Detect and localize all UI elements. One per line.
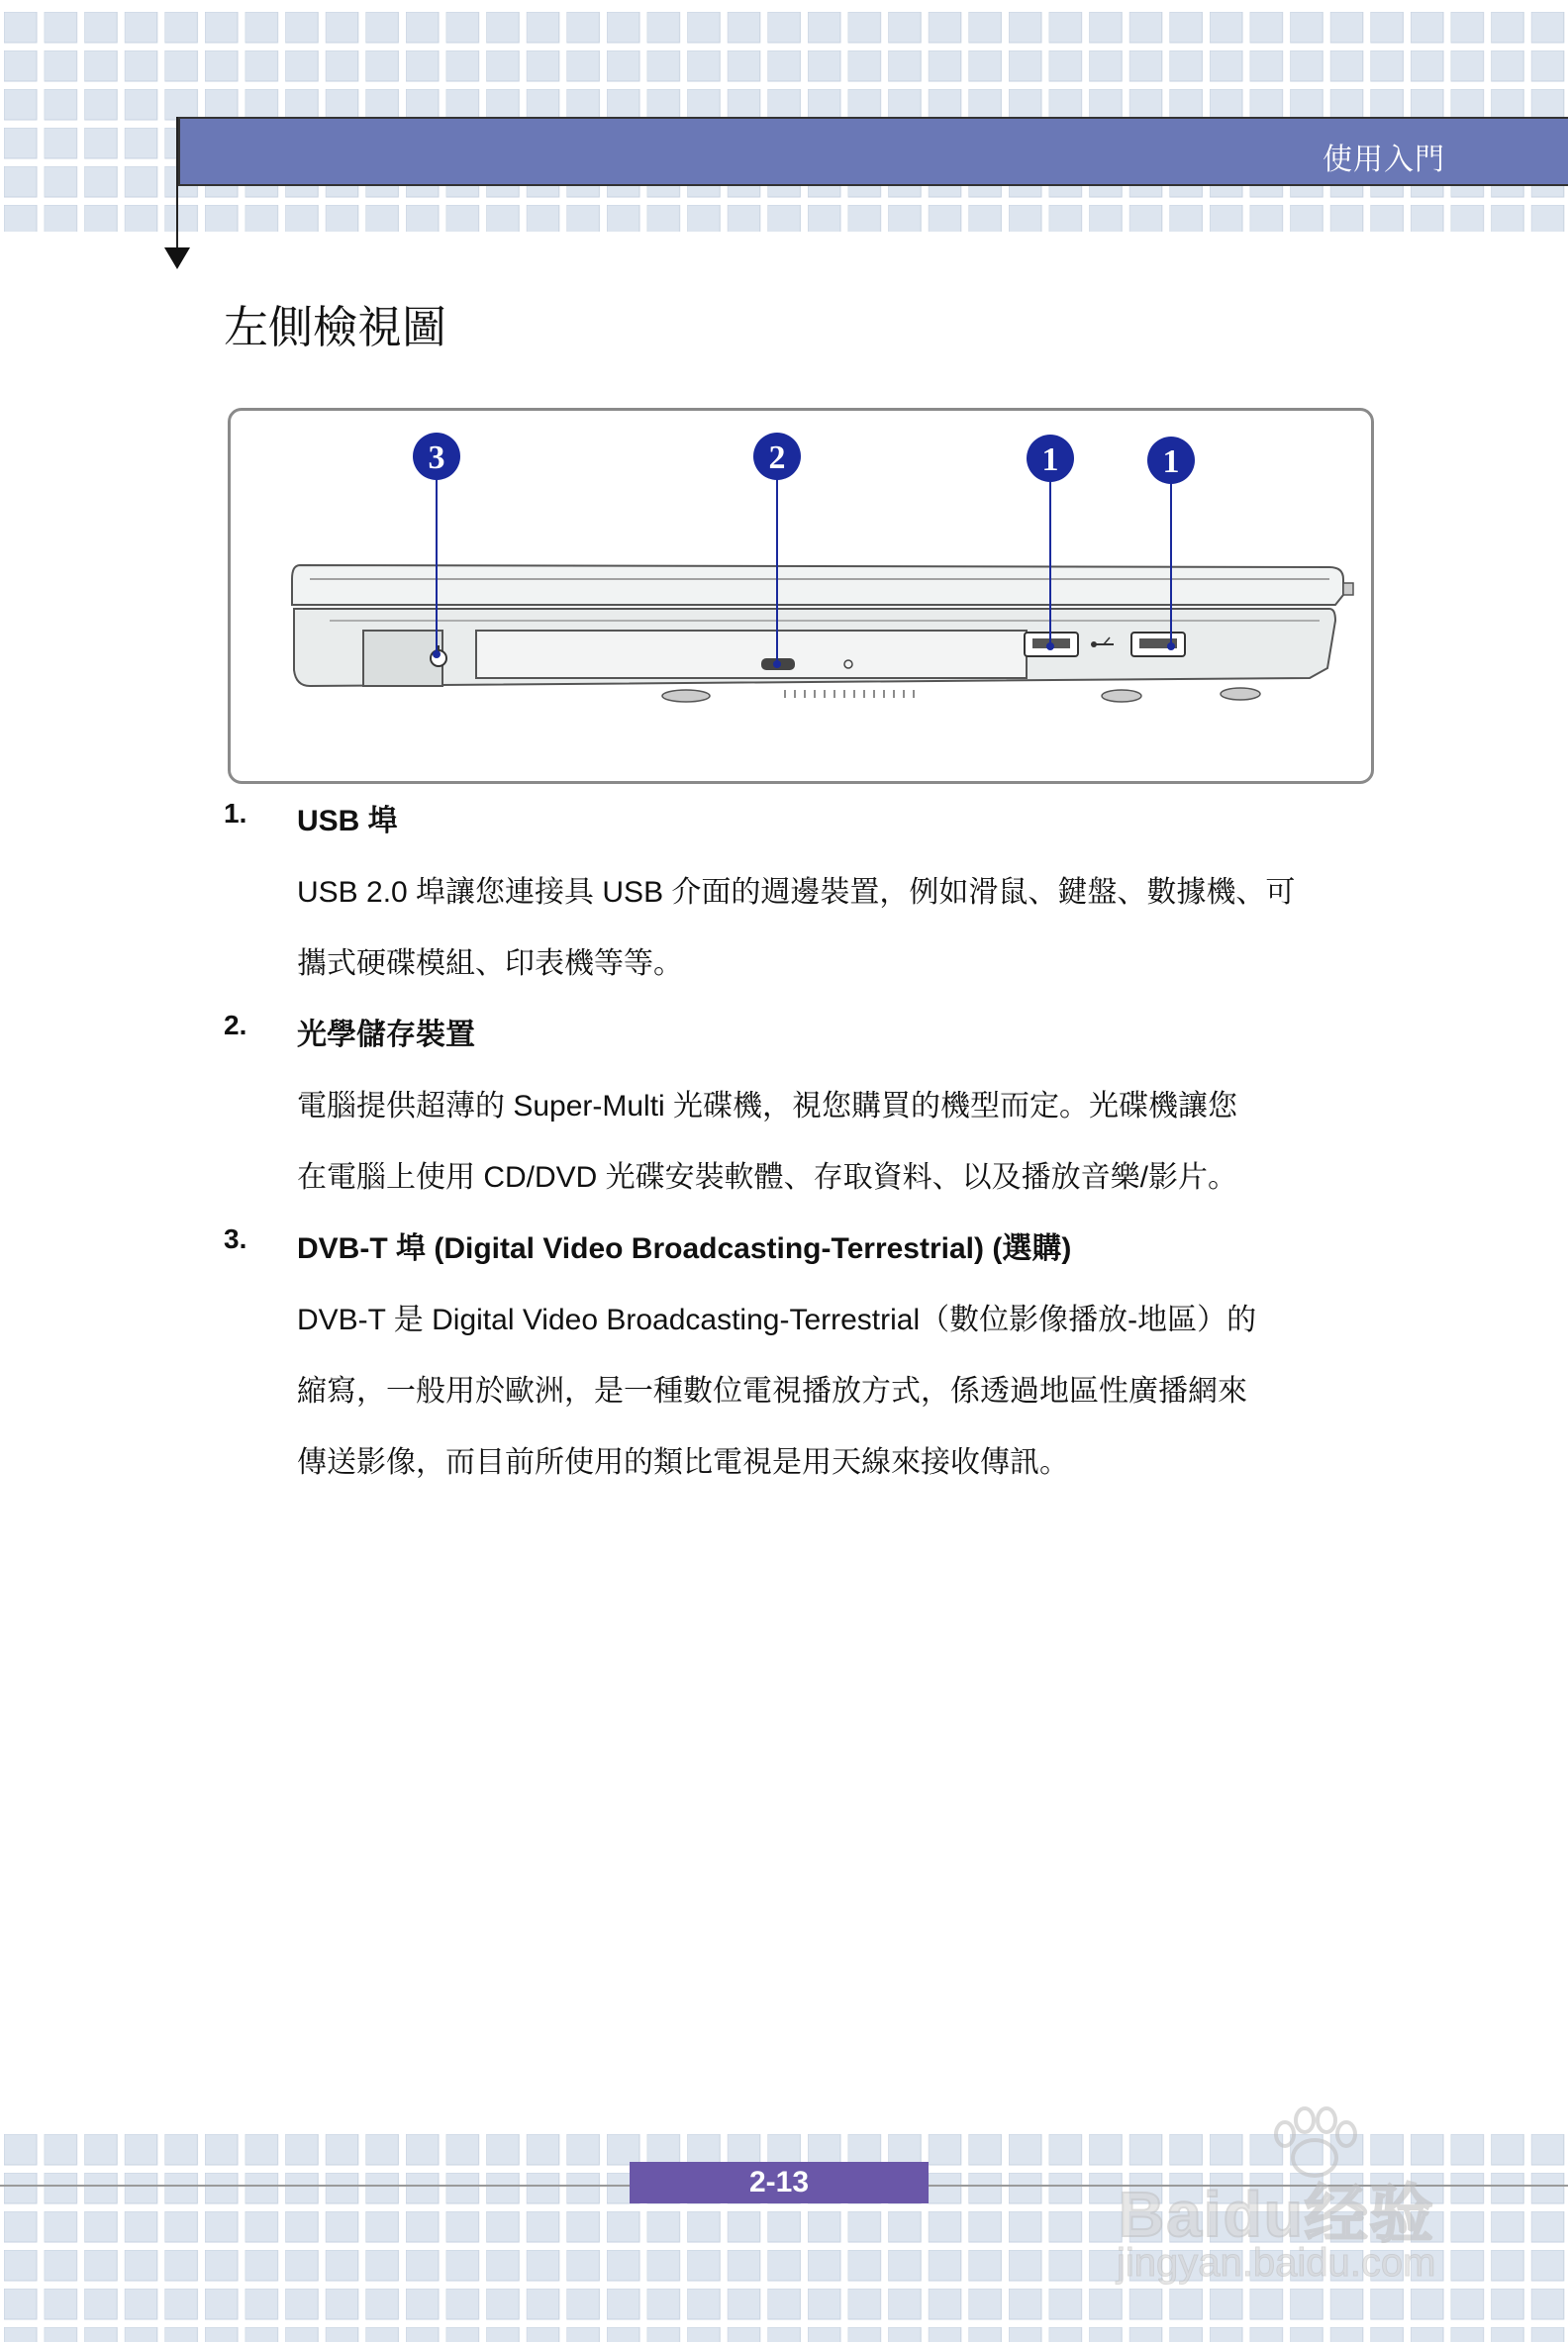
item-number: 3. [224, 1223, 247, 1254]
baidu-watermark [1107, 2104, 1483, 2302]
item-text-line: 電腦提供超薄的 Super-Multi 光碟機，視您購買的機型而定。光碟機讓您 [297, 1090, 1238, 1123]
header-title: 使用入門 [1323, 143, 1445, 177]
page-number: 2-13 [630, 2162, 929, 2203]
header-bar [178, 117, 1568, 186]
item-heading: DVB-T 埠 (Digital Video Broadcasting-Terrestrial) (選購) [297, 1232, 1072, 1265]
item-text-line: 在電腦上使用 CD/DVD 光碟安裝軟體、存取資料、以及播放音樂/影片。 [297, 1161, 1238, 1194]
item-text-line: USB 2.0 埠讓您連接具 USB 介面的週邊裝置，例如滑鼠、鍵盤、數據機、可 [297, 876, 1296, 909]
svg-text:1: 1 [1041, 441, 1059, 478]
item-text-line: 攜式硬碟模組、印表機等等。 [297, 947, 683, 980]
usb-port-icon [1131, 633, 1185, 656]
item-text-line: DVB-T 是 Digital Video Broadcasting-Terrestrial（數位影像播放-地區）的 [297, 1304, 1257, 1336]
item-heading: 光學儲存裝置 [297, 1019, 475, 1051]
item-heading: USB 埠 [297, 805, 398, 837]
callout-2 [753, 433, 801, 480]
laptop-left-side-figure [228, 408, 1374, 784]
callout-1 [1027, 435, 1074, 482]
margin-line [176, 117, 178, 251]
svg-text:1: 1 [1162, 443, 1180, 480]
watermark-brand: Baidu经验 [1119, 2179, 1435, 2250]
callout-1 [1147, 437, 1195, 484]
callout-3 [413, 433, 460, 480]
watermark-url: jingyan.baidu.com [1117, 2241, 1436, 2285]
svg-text:3: 3 [428, 440, 445, 476]
item-number: 1. [224, 798, 247, 829]
arrow-down-icon [164, 247, 190, 269]
item-number: 2. [224, 1010, 247, 1040]
item-text-line: 縮寫，一般用於歐洲，是一種數位電視播放方式，係透過地區性廣播網來 [297, 1375, 1247, 1408]
item-text-line: 傳送影像，而目前所使用的類比電視是用天線來接收傳訊。 [297, 1446, 1069, 1479]
page-title: 左側檢視圖 [224, 301, 447, 353]
svg-text:2: 2 [768, 440, 786, 476]
